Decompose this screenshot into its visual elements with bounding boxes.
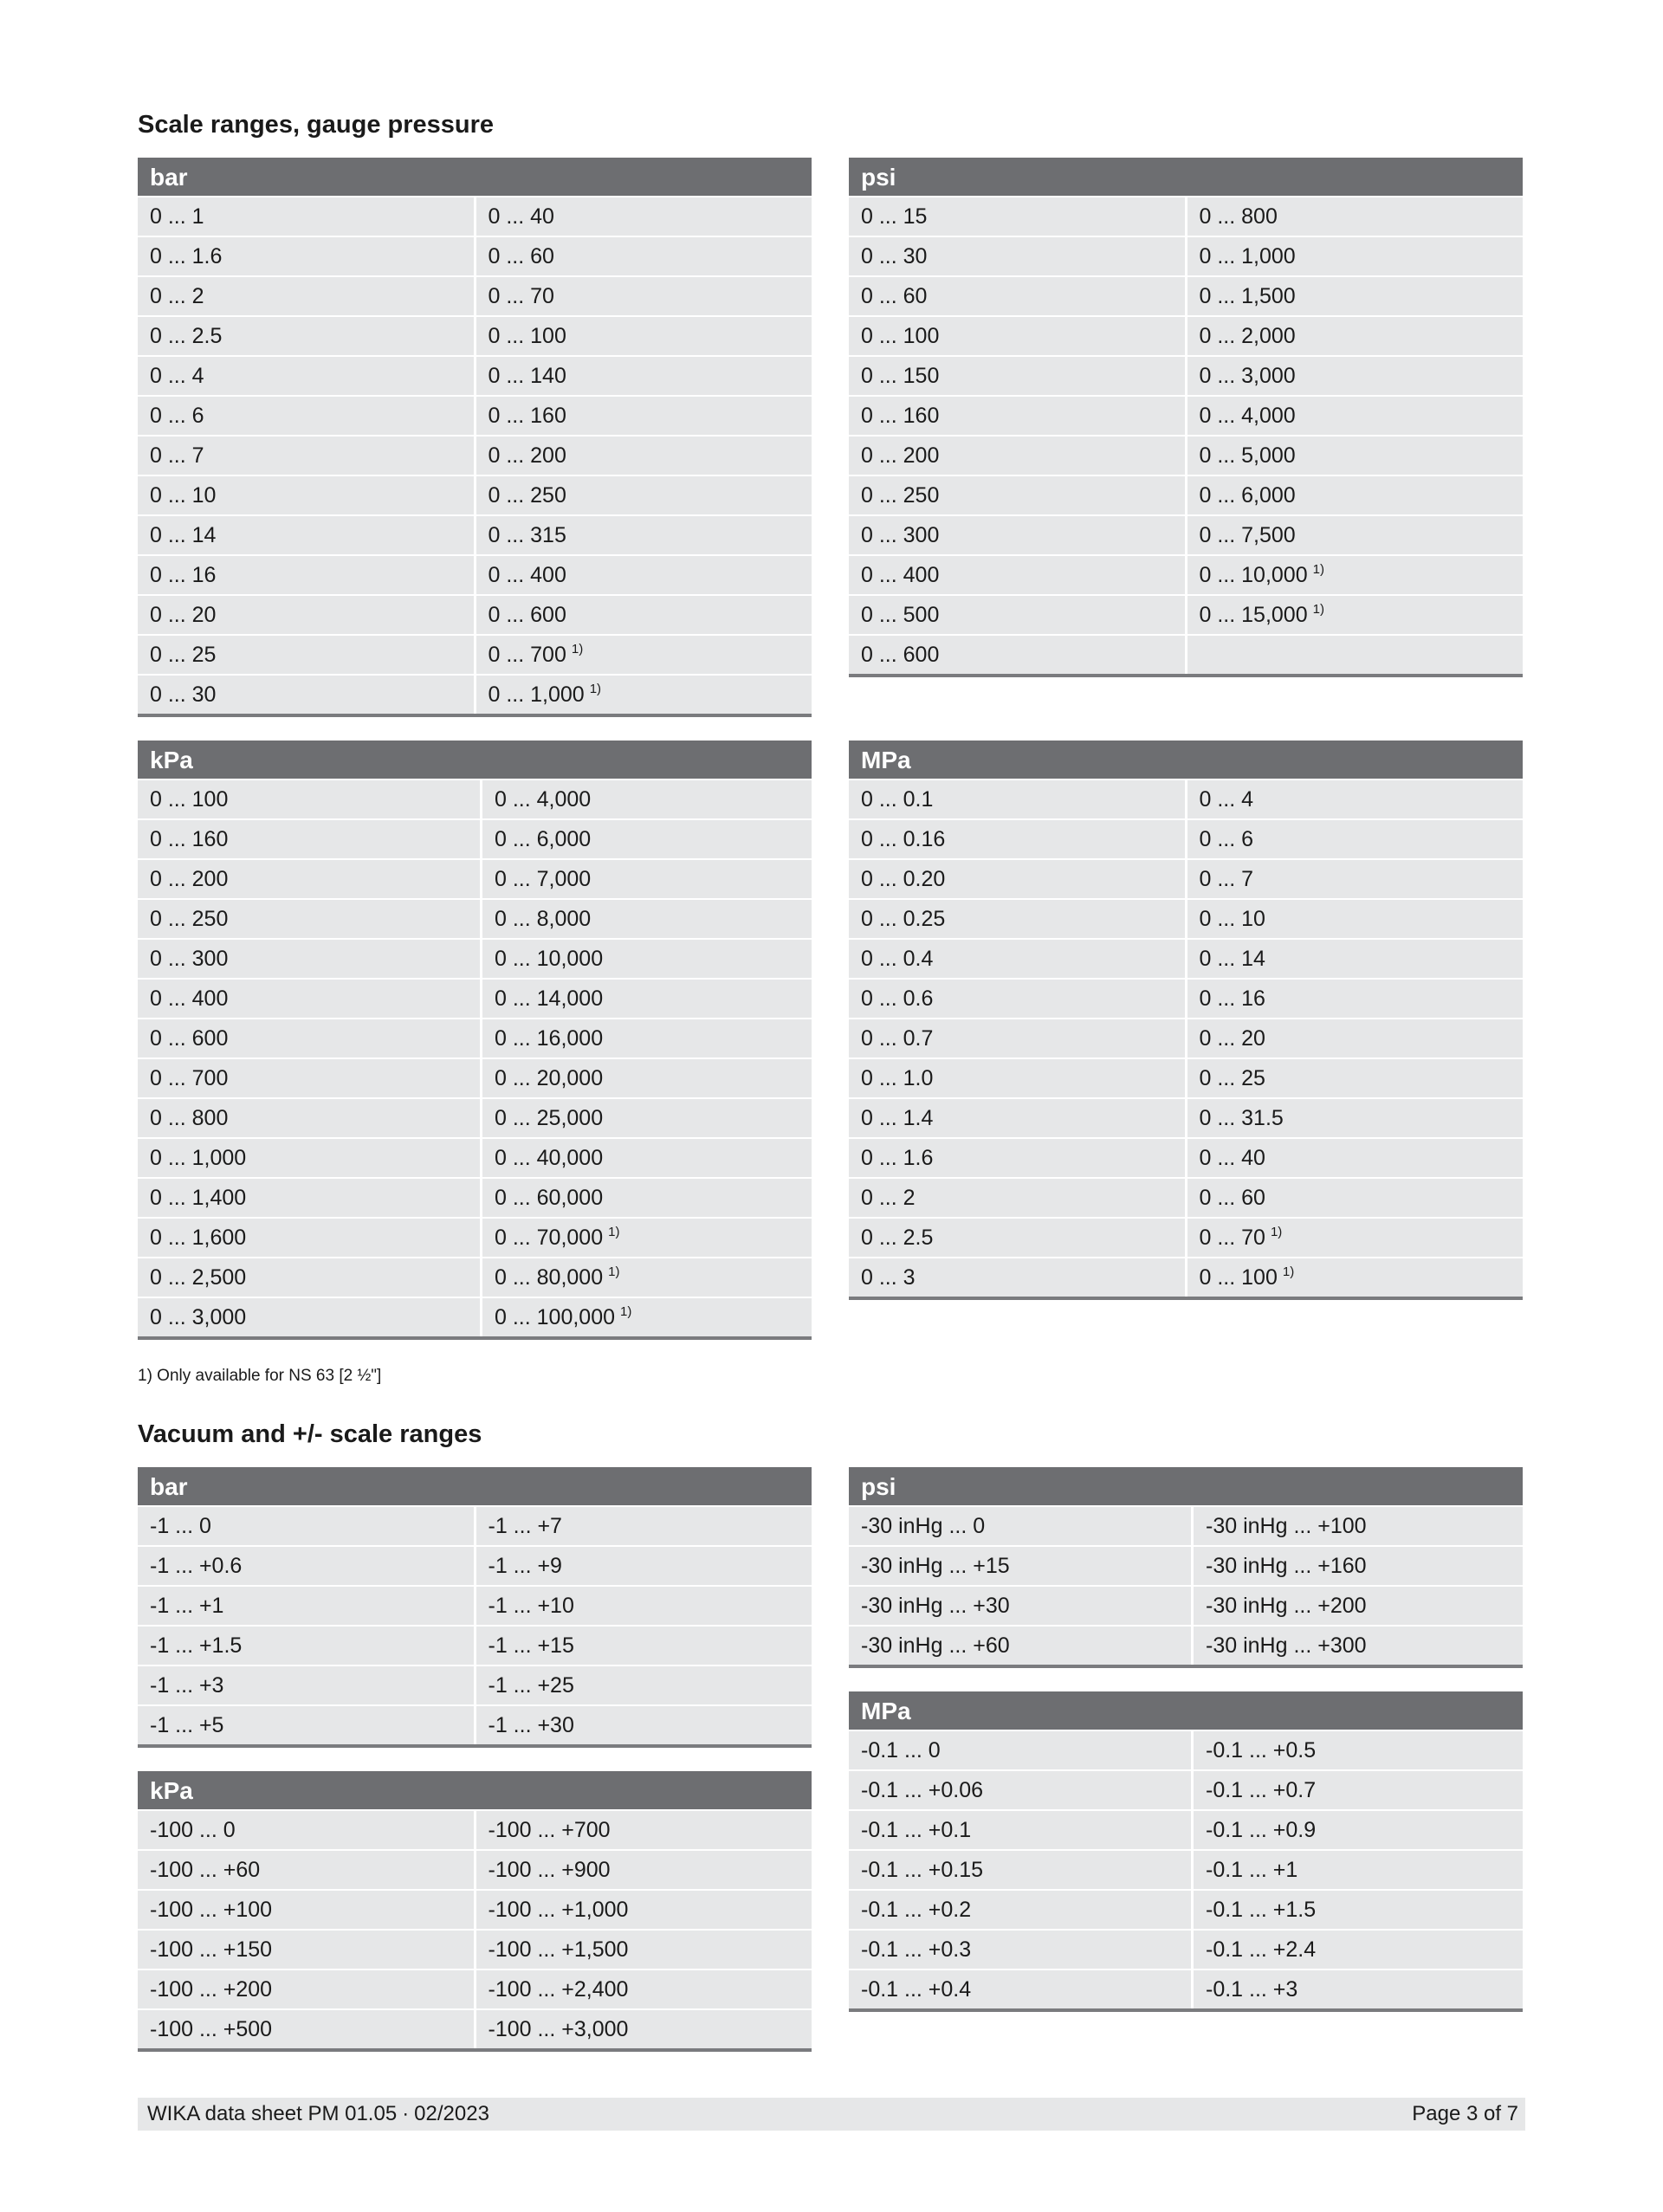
table-header: psi xyxy=(849,1467,1523,1505)
table-cell: -0.1 ... +1.5 xyxy=(1191,1891,1523,1929)
table-row xyxy=(138,1625,812,1665)
table-cell: 0 ... 5,000 xyxy=(1185,437,1524,475)
table-row xyxy=(138,475,812,514)
table-cell: 0 ... 16,000 xyxy=(480,1019,812,1057)
table-cell: -0.1 ... 0 xyxy=(849,1731,1191,1769)
table-header: kPa xyxy=(138,1771,812,1809)
table-header: bar xyxy=(138,1467,812,1505)
table-cell: 0 ... 600 xyxy=(474,596,812,634)
table-cell: 0 ... 60 xyxy=(849,277,1185,315)
table-cell: 0 ... 2 xyxy=(138,277,474,315)
table-cell: 0 ... 400 xyxy=(474,556,812,594)
table-cell: -0.1 ... +0.3 xyxy=(849,1931,1191,1969)
table-row xyxy=(138,315,812,355)
table-row xyxy=(849,978,1523,1018)
table-cell: 0 ... 700 $^{1)}$ xyxy=(474,636,812,674)
table-row xyxy=(138,978,812,1018)
table-cell: 0 ... 4 xyxy=(1185,780,1524,818)
table-cell: 0 ... 400 xyxy=(138,980,480,1018)
table-cell: 0 ... 7 xyxy=(138,437,474,475)
table-cell: -100 ... +900 xyxy=(474,1851,812,1889)
table-cell: -100 ... +700 xyxy=(474,1811,812,1849)
table-cell: 0 ... 16 xyxy=(1185,980,1524,1018)
table-gauge-kpa xyxy=(138,741,812,1340)
table-cell: -1 ... +1 xyxy=(138,1587,474,1625)
table-row xyxy=(849,1849,1523,1889)
table-row xyxy=(138,1018,812,1057)
table-cell: 0 ... 60 xyxy=(1185,1179,1524,1217)
table-cell: 0 ... 600 xyxy=(849,636,1185,674)
table-cell: 0 ... 1,000 xyxy=(138,1139,480,1177)
table-cell: 0 ... 6 xyxy=(138,397,474,435)
table-cell: 0 ... 70 $^{1)}$ xyxy=(1185,1219,1524,1257)
table-cell: 0 ... 0.16 xyxy=(849,820,1185,858)
table-cell: -1 ... +10 xyxy=(474,1587,812,1625)
table-cell: 0 ... 80,000 $^{1)}$ xyxy=(480,1258,812,1297)
table-cell: 0 ... 1,000 xyxy=(1185,237,1524,275)
table-row xyxy=(138,355,812,395)
table-cell: 0 ... 30 xyxy=(849,237,1185,275)
table-row xyxy=(138,1545,812,1585)
table-cell: -30 inHg ... +160 xyxy=(1191,1547,1523,1585)
table-row xyxy=(138,594,812,634)
table-row xyxy=(138,435,812,475)
table-cell: 0 ... 0.4 xyxy=(849,940,1185,978)
table-cell: -100 ... +3,000 xyxy=(474,2010,812,2048)
table-cell: 0 ... 16 xyxy=(138,556,474,594)
table-row xyxy=(849,1097,1523,1137)
table-row xyxy=(849,196,1523,236)
footnote-marker: 1) xyxy=(608,1264,620,1279)
table-row xyxy=(849,554,1523,594)
table-row xyxy=(138,1177,812,1217)
footnote-marker: 1) xyxy=(1282,1264,1295,1279)
table-cell: -1 ... +5 xyxy=(138,1706,474,1744)
table-cell: 0 ... 40 xyxy=(474,197,812,236)
table-row xyxy=(849,779,1523,818)
footnote-marker: 1) xyxy=(589,682,602,696)
table-row xyxy=(138,1929,812,1969)
table-cell: -1 ... 0 xyxy=(138,1507,474,1545)
table-cell: -30 inHg ... +300 xyxy=(1191,1627,1523,1665)
table-row xyxy=(138,1585,812,1625)
table-cell: 0 ... 300 xyxy=(138,940,480,978)
footnote: 1) Only available for NS 63 [2 ½"] xyxy=(138,1367,382,1385)
table-cell: 0 ... 2,000 xyxy=(1185,317,1524,355)
table-row xyxy=(138,634,812,674)
table-row xyxy=(138,196,812,236)
table-cell: -0.1 ... +0.2 xyxy=(849,1891,1191,1929)
table-vacuum-bar xyxy=(138,1467,812,1748)
table-cell: -0.1 ... +1 xyxy=(1191,1851,1523,1889)
table-row xyxy=(138,395,812,435)
table-row xyxy=(849,818,1523,858)
table-row xyxy=(138,1889,812,1929)
table-cell: 0 ... 250 xyxy=(849,476,1185,514)
table-cell: -0.1 ... +3 xyxy=(1191,1970,1523,2008)
table-row xyxy=(849,1137,1523,1177)
table-cell: 0 ... 315 xyxy=(474,516,812,554)
table-cell: 0 ... 500 xyxy=(849,596,1185,634)
table-cell: 0 ... 40,000 xyxy=(480,1139,812,1177)
table-cell: 0 ... 100,000 $^{1)}$ xyxy=(480,1298,812,1336)
table-cell: 0 ... 30 xyxy=(138,676,474,714)
table-cell: 0 ... 7,000 xyxy=(480,860,812,898)
table-row xyxy=(138,858,812,898)
table-row xyxy=(138,275,812,315)
table-cell: 0 ... 25,000 xyxy=(480,1099,812,1137)
table-cell: -100 ... +100 xyxy=(138,1891,474,1929)
table-row xyxy=(849,475,1523,514)
table-cell: -100 ... +150 xyxy=(138,1931,474,1969)
footnote-marker: 1) xyxy=(608,1225,620,1239)
table-row xyxy=(849,1889,1523,1929)
table-row xyxy=(849,898,1523,938)
footer-document-info: WIKA data sheet PM 01.05 ∙ 02/2023 xyxy=(147,2102,489,2125)
table-header: bar xyxy=(138,158,812,196)
table-row xyxy=(138,1809,812,1849)
table-row xyxy=(138,514,812,554)
table-row xyxy=(138,674,812,714)
table-row xyxy=(849,938,1523,978)
table-cell: -100 ... +60 xyxy=(138,1851,474,1889)
table-vacuum-psi xyxy=(849,1467,1523,1668)
table-cell: 0 ... 10 xyxy=(1185,900,1524,938)
section-title-gauge-pressure: Scale ranges, gauge pressure xyxy=(138,111,495,139)
table-row xyxy=(849,1730,1523,1769)
table-row xyxy=(849,1257,1523,1297)
table-cell: 0 ... 10,000 xyxy=(480,940,812,978)
table-cell: 0 ... 2.5 xyxy=(849,1219,1185,1257)
table-cell: 0 ... 200 xyxy=(138,860,480,898)
table-cell: 0 ... 200 xyxy=(474,437,812,475)
table-cell: 0 ... 40 xyxy=(1185,1139,1524,1177)
table-cell: 0 ... 20,000 xyxy=(480,1059,812,1097)
table-row xyxy=(138,1704,812,1744)
table-cell: -100 ... +1,000 xyxy=(474,1891,812,1929)
table-cell: -30 inHg ... +60 xyxy=(849,1627,1191,1665)
table-row xyxy=(138,2008,812,2048)
table-cell: -100 ... +200 xyxy=(138,1970,474,2008)
table-cell: 0 ... 200 xyxy=(849,437,1185,475)
table-cell: 0 ... 7,500 xyxy=(1185,516,1524,554)
table-header: psi xyxy=(849,158,1523,196)
table-cell: -0.1 ... +0.7 xyxy=(1191,1771,1523,1809)
table-row xyxy=(849,858,1523,898)
table-cell: 0 ... 0.7 xyxy=(849,1019,1185,1057)
table-row xyxy=(849,315,1523,355)
table-cell: -0.1 ... +2.4 xyxy=(1191,1931,1523,1969)
table-cell: -30 inHg ... +200 xyxy=(1191,1587,1523,1625)
table-row xyxy=(138,779,812,818)
table-row xyxy=(138,1505,812,1545)
table-cell: 0 ... 4 xyxy=(138,357,474,395)
table-cell: 0 ... 0.25 xyxy=(849,900,1185,938)
table-cell: 0 ... 1.6 xyxy=(849,1139,1185,1177)
table-cell: 0 ... 100 xyxy=(849,317,1185,355)
table-cell: 0 ... 150 xyxy=(849,357,1185,395)
table-row xyxy=(138,818,812,858)
footnote-marker: 1) xyxy=(620,1304,632,1319)
table-cell: -0.1 ... +0.4 xyxy=(849,1970,1191,2008)
table-row xyxy=(138,898,812,938)
table-header: kPa xyxy=(138,741,812,779)
table-cell: 0 ... 140 xyxy=(474,357,812,395)
table-gauge-mpa xyxy=(849,741,1523,1300)
table-cell: -100 ... 0 xyxy=(138,1811,474,1849)
table-row xyxy=(849,395,1523,435)
table-cell: 0 ... 250 xyxy=(474,476,812,514)
table-cell: 0 ... 25 xyxy=(1185,1059,1524,1097)
table-cell: 0 ... 2.5 xyxy=(138,317,474,355)
table-row xyxy=(138,1097,812,1137)
table-cell: 0 ... 70 xyxy=(474,277,812,315)
table-cell: -0.1 ... +0.9 xyxy=(1191,1811,1523,1849)
table-cell: 0 ... 600 xyxy=(138,1019,480,1057)
table-cell: 0 ... 31.5 xyxy=(1185,1099,1524,1137)
table-row xyxy=(138,1849,812,1889)
table-row xyxy=(138,1665,812,1704)
table-row xyxy=(849,1177,1523,1217)
table-cell: 0 ... 1.4 xyxy=(849,1099,1185,1137)
table-cell: 0 ... 100 $^{1)}$ xyxy=(1185,1258,1524,1297)
table-cell: 0 ... 3 xyxy=(849,1258,1185,1297)
table-row xyxy=(849,514,1523,554)
table-cell: 0 ... 1,400 xyxy=(138,1179,480,1217)
table-header: MPa xyxy=(849,1691,1523,1730)
footnote-marker: 1) xyxy=(1312,602,1324,617)
table-cell: 0 ... 100 xyxy=(474,317,812,355)
table-row xyxy=(849,1018,1523,1057)
table-cell: -0.1 ... +0.06 xyxy=(849,1771,1191,1809)
table-row xyxy=(849,1969,1523,2008)
table-cell: 0 ... 1.6 xyxy=(138,237,474,275)
table-cell: 0 ... 60 xyxy=(474,237,812,275)
table-cell: -30 inHg ... 0 xyxy=(849,1507,1191,1545)
table-cell: -1 ... +9 xyxy=(474,1547,812,1585)
table-cell: 0 ... 0.6 xyxy=(849,980,1185,1018)
table-cell: 0 ... 160 xyxy=(849,397,1185,435)
table-cell: 0 ... 2 xyxy=(849,1179,1185,1217)
table-cell: 0 ... 0.20 xyxy=(849,860,1185,898)
footer-page-number: Page 3 of 7 xyxy=(1412,2102,1518,2125)
table-cell: 0 ... 1,500 xyxy=(1185,277,1524,315)
table-cell: 0 ... 250 xyxy=(138,900,480,938)
table-cell: -1 ... +0.6 xyxy=(138,1547,474,1585)
table-cell: 0 ... 4,000 xyxy=(480,780,812,818)
table-gauge-bar xyxy=(138,158,812,717)
table-cell: 0 ... 100 xyxy=(138,780,480,818)
table-vacuum-mpa xyxy=(849,1691,1523,2012)
table-row xyxy=(849,594,1523,634)
table-cell: -0.1 ... +0.15 xyxy=(849,1851,1191,1889)
table-row xyxy=(138,1969,812,2008)
table-row xyxy=(138,236,812,275)
table-cell: 0 ... 6,000 xyxy=(1185,476,1524,514)
table-header: MPa xyxy=(849,741,1523,779)
table-cell: -30 inHg ... +100 xyxy=(1191,1507,1523,1545)
table-cell: 0 ... 14,000 xyxy=(480,980,812,1018)
table-row xyxy=(849,1625,1523,1665)
table-cell: 0 ... 7 xyxy=(1185,860,1524,898)
table-vacuum-kpa xyxy=(138,1771,812,2052)
table-cell: -1 ... +25 xyxy=(474,1666,812,1704)
table-cell: 0 ... 15,000 $^{1)}$ xyxy=(1185,596,1524,634)
table-cell: 0 ... 10,000 $^{1)}$ xyxy=(1185,556,1524,594)
table-cell: 0 ... 20 xyxy=(138,596,474,634)
table-row xyxy=(849,1809,1523,1849)
table-cell: -30 inHg ... +15 xyxy=(849,1547,1191,1585)
table-row xyxy=(849,435,1523,475)
table-cell: 0 ... 1,600 xyxy=(138,1219,480,1257)
table-row xyxy=(138,554,812,594)
table-cell: 0 ... 4,000 xyxy=(1185,397,1524,435)
table-cell: 0 ... 70,000 $^{1)}$ xyxy=(480,1219,812,1257)
table-cell: 0 ... 25 xyxy=(138,636,474,674)
table-row xyxy=(138,1257,812,1297)
table-row xyxy=(849,1217,1523,1257)
table-row xyxy=(138,1297,812,1336)
table-cell: -1 ... +3 xyxy=(138,1666,474,1704)
table-cell: -0.1 ... +0.1 xyxy=(849,1811,1191,1849)
table-cell: 0 ... 10 xyxy=(138,476,474,514)
table-row xyxy=(849,355,1523,395)
table-row xyxy=(849,236,1523,275)
table-row xyxy=(849,1769,1523,1809)
table-cell: 0 ... 160 xyxy=(138,820,480,858)
table-cell: 0 ... 60,000 xyxy=(480,1179,812,1217)
table-cell: 0 ... 0.1 xyxy=(849,780,1185,818)
table-row xyxy=(849,1545,1523,1585)
table-row xyxy=(849,1057,1523,1097)
table-row xyxy=(849,1929,1523,1969)
page-footer xyxy=(138,2098,1525,2131)
table-cell: 0 ... 800 xyxy=(1185,197,1524,236)
table-cell: 0 ... 160 xyxy=(474,397,812,435)
table-cell: -100 ... +500 xyxy=(138,2010,474,2048)
table-cell: 0 ... 20 xyxy=(1185,1019,1524,1057)
table-cell xyxy=(1185,636,1524,674)
table-cell: 0 ... 2,500 xyxy=(138,1258,480,1297)
table-cell: 0 ... 1,000 $^{1)}$ xyxy=(474,676,812,714)
table-cell: 0 ... 6 xyxy=(1185,820,1524,858)
table-cell: -0.1 ... +0.5 xyxy=(1191,1731,1523,1769)
table-cell: 0 ... 700 xyxy=(138,1059,480,1097)
table-cell: 0 ... 1 xyxy=(138,197,474,236)
table-cell: 0 ... 300 xyxy=(849,516,1185,554)
table-cell: -1 ... +30 xyxy=(474,1706,812,1744)
table-cell: -100 ... +1,500 xyxy=(474,1931,812,1969)
table-cell: 0 ... 8,000 xyxy=(480,900,812,938)
table-cell: 0 ... 3,000 xyxy=(1185,357,1524,395)
table-cell: 0 ... 3,000 xyxy=(138,1298,480,1336)
table-cell: 0 ... 1.0 xyxy=(849,1059,1185,1097)
footnote-marker: 1) xyxy=(571,642,584,656)
table-cell: -1 ... +7 xyxy=(474,1507,812,1545)
table-cell: -100 ... +2,400 xyxy=(474,1970,812,2008)
table-row xyxy=(138,1217,812,1257)
table-cell: 0 ... 15 xyxy=(849,197,1185,236)
footnote-marker: 1) xyxy=(1312,562,1324,577)
table-cell: 0 ... 6,000 xyxy=(480,820,812,858)
table-cell: 0 ... 14 xyxy=(138,516,474,554)
table-row xyxy=(849,275,1523,315)
table-row xyxy=(849,1505,1523,1545)
table-row xyxy=(138,938,812,978)
table-gauge-psi xyxy=(849,158,1523,677)
section-title-vacuum: Vacuum and +/- scale ranges xyxy=(138,1420,482,1448)
table-row xyxy=(138,1057,812,1097)
table-cell: -1 ... +15 xyxy=(474,1627,812,1665)
table-row xyxy=(849,634,1523,674)
table-row xyxy=(138,1137,812,1177)
table-cell: -1 ... +1.5 xyxy=(138,1627,474,1665)
table-cell: 0 ... 14 xyxy=(1185,940,1524,978)
table-cell: 0 ... 800 xyxy=(138,1099,480,1137)
table-cell: -30 inHg ... +30 xyxy=(849,1587,1191,1625)
table-row xyxy=(849,1585,1523,1625)
footnote-marker: 1) xyxy=(1270,1225,1283,1239)
table-cell: 0 ... 400 xyxy=(849,556,1185,594)
